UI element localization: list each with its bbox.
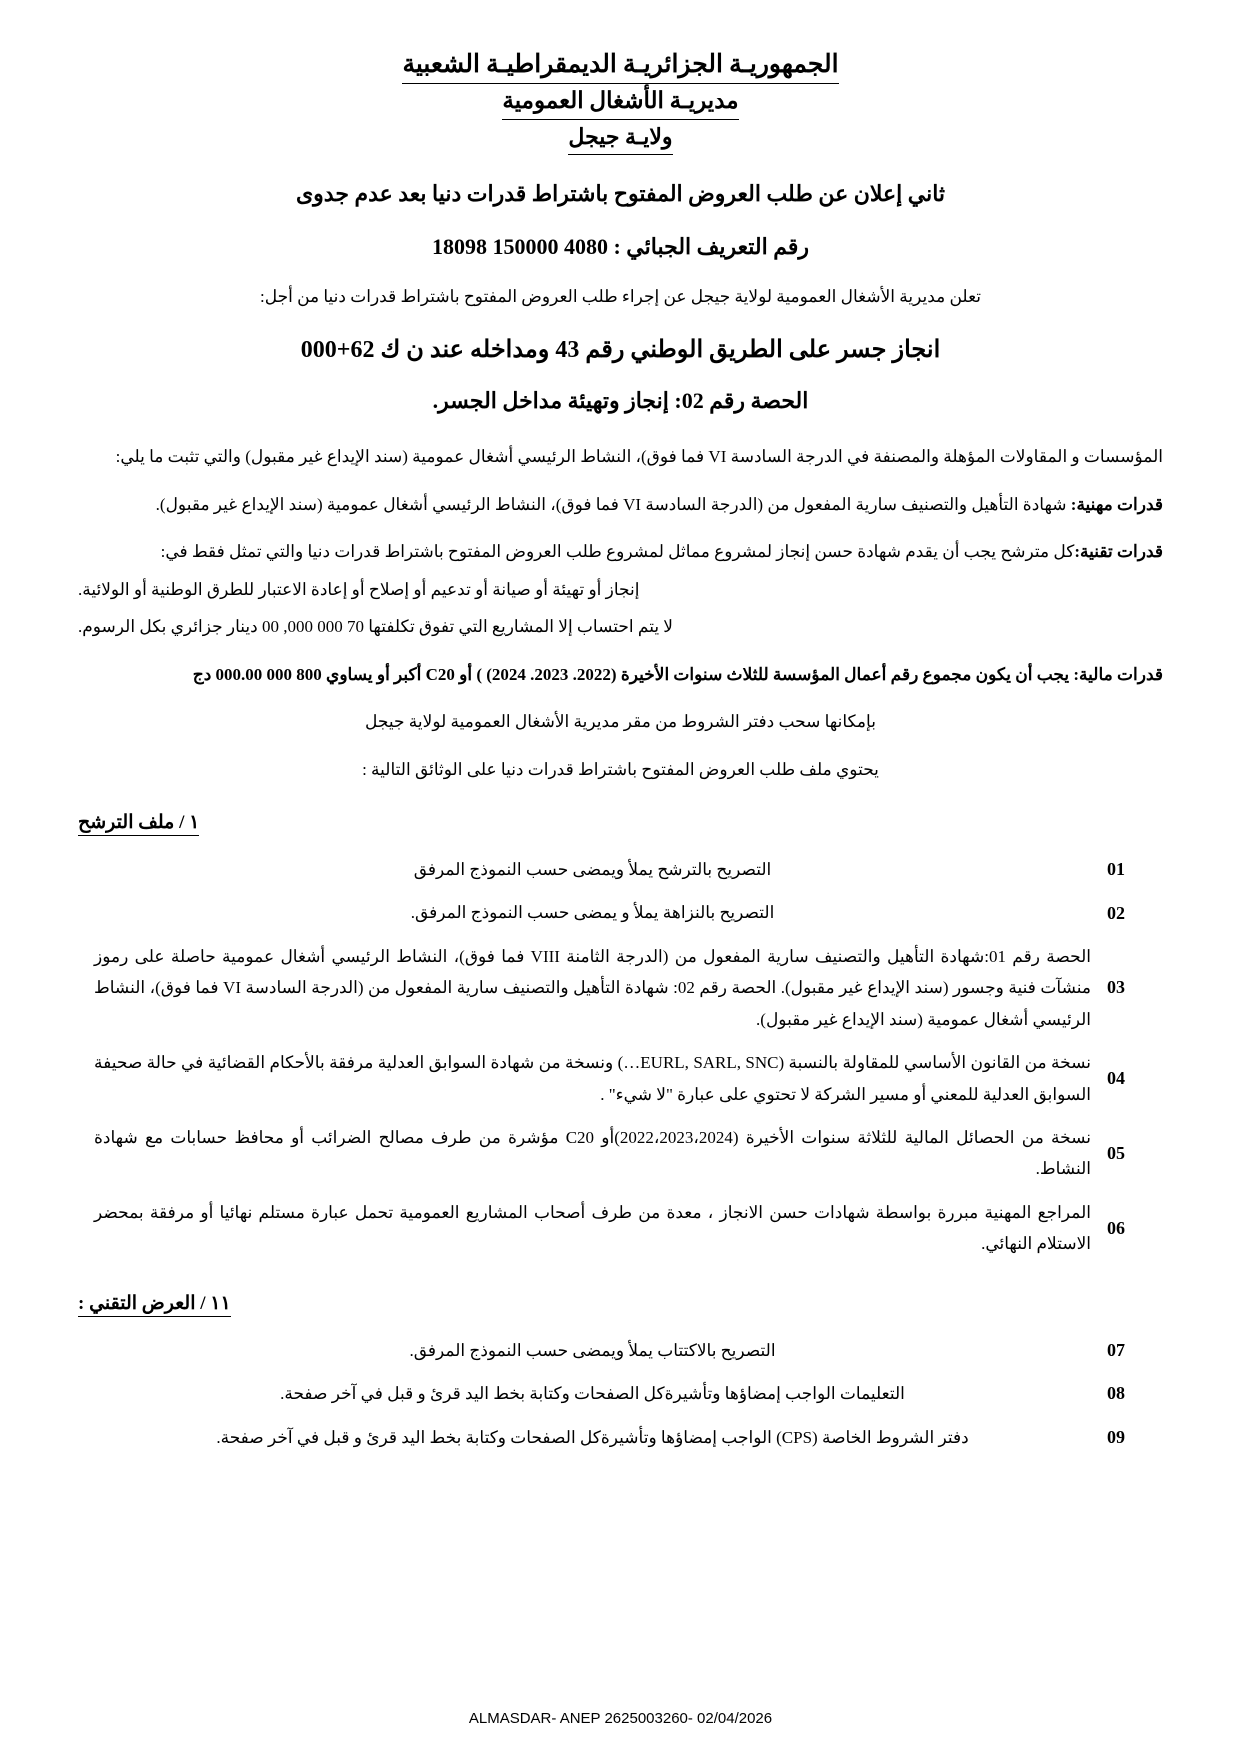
section-title-technical-offer-text: ١١ / العرض التقني : bbox=[78, 1293, 231, 1317]
table-row bbox=[78, 935, 1163, 1041]
table-row bbox=[78, 1416, 1163, 1459]
fiscal-id-label: رقم التعريف الجبائي : bbox=[613, 234, 810, 260]
table-row bbox=[78, 1372, 1163, 1415]
list-item-number: 09 bbox=[1107, 1426, 1125, 1447]
section-title-candidacy-file-text: ١ / ملف الترشح bbox=[78, 812, 199, 836]
professional-capacity-label: قدرات مهنية: bbox=[1070, 494, 1163, 514]
list-item-text: نسخة من الحصائل المالية للثلاثة سنوات الأخيرة (2022،2023،2024)أو C20 مؤشرة من طرف مصالح الضرائب أو محافظ حسابات مع شهادة النشاط. bbox=[94, 1128, 1092, 1179]
list-item-number: 03 bbox=[1107, 977, 1125, 998]
section-title-technical-offer bbox=[78, 1292, 1163, 1315]
financial-capacity-text: يجب أن يكون مجموع رقم أعمال المؤسسة للثلاث سنوات الأخيرة (2022. 2023. 2024) ) أو C20 أكبر أو يساوي 800 000 000.00 دج bbox=[192, 664, 1074, 684]
list-item-number: 05 bbox=[1107, 1142, 1125, 1163]
file-contains-paragraph: يحتوي ملف طلب العروض المفتوح باشتراط قدرات دنيا على الوثائق التالية : bbox=[362, 759, 879, 779]
professional-capacity-text: شهادة التأهيل والتصنيف سارية المفعول من (الدرجة السادسة VI فما فوق)، النشاط الرئيسي أشغال عمومية (سند الإيداع غير مقبول). bbox=[155, 494, 1071, 514]
list-item-number: 01 bbox=[1107, 859, 1125, 880]
list-item-number: 08 bbox=[1107, 1383, 1125, 1404]
technical-capacity-label: قدرات تقنية: bbox=[1074, 542, 1163, 562]
fiscal-id-value: 18098 150000 4080 bbox=[431, 234, 608, 260]
lot-title: الحصة رقم 02: إنجاز وتهيئة مداخل الجسر. bbox=[432, 388, 809, 414]
table-row bbox=[78, 848, 1163, 891]
list-item-text: دفتر الشروط الخاصة (CPS) الواجب إمضاؤها وتأشيرةكل الصفحات وكتابة بخط اليد قرئ و قبل في آخر صفحة. bbox=[216, 1427, 969, 1447]
list-item-text: نسخة من القانون الأساسي للمقاولة بالنسبة (EURL, SARL, SNC…) ونسخة من شهادة السوابق العدلية مرفقة بالأحكام القضائية في حالة صحيفة السوابق العدلية للمعني أو مسير الشركة لا تحتوي على عبارة "لا شيء" . bbox=[94, 1053, 1091, 1104]
project-title: انجاز جسر على الطريق الوطني رقم 43 ومداخله عند ن ك 62+000 bbox=[300, 337, 941, 364]
technical-scope-paragraph: إنجاز أو تهيئة أو صيانة أو تدعيم أو إصلاح أو إعادة الاعتبار للطرق الوطنية أو الولائية. bbox=[78, 579, 640, 599]
table-row bbox=[78, 1041, 1163, 1116]
list-item-text: المراجع المهنية مبررة بواسطة شهادات حسن الانجاز ، معدة من طرف أصحاب المشاريع العمومية تحمل عبارة مستلم نهائيا أو مرفقة بمحضر الاستلام النهائي. bbox=[94, 1202, 1091, 1254]
table-row bbox=[78, 1116, 1163, 1191]
technical-offer-list bbox=[78, 1329, 1163, 1459]
table-row bbox=[78, 1329, 1163, 1372]
fiscal-id-line bbox=[78, 230, 1163, 263]
masthead-wilaya-text: ولايـة جيجل bbox=[568, 120, 672, 155]
list-item-number: 07 bbox=[1107, 1339, 1125, 1360]
masthead-directorate-line bbox=[78, 84, 1163, 121]
financial-capacity-label: قدرات مالية: bbox=[1073, 664, 1163, 684]
list-item-number: 06 bbox=[1107, 1217, 1125, 1238]
financial-capacity-paragraph bbox=[78, 659, 1163, 690]
withdraw-note-paragraph: بإمكانها سحب دفتر الشروط من مقر مديرية الأشغال العمومية لولاية جيجل bbox=[365, 712, 876, 732]
table-row bbox=[78, 1191, 1163, 1266]
list-item-text: التعليمات الواجب إمضاؤها وتأشيرةكل الصفحات وكتابة بخط اليد قرئ و قبل في آخر صفحة. bbox=[280, 1384, 905, 1404]
section-title-candidacy-file bbox=[78, 811, 1163, 834]
announcement-title: ثاني إعلان عن طلب العروض المفتوح باشتراط قدرات دنيا بعد عدم جدوى bbox=[295, 181, 946, 207]
masthead-republic-line bbox=[78, 48, 1163, 84]
masthead-republic-text: الجمهوريـة الجزائريـة الديمقراطيـة الشعبية bbox=[402, 48, 838, 84]
list-item-text: التصريح بالترشح يملأ ويمضى حسب النموذج المرفق bbox=[413, 859, 772, 879]
list-item-number: 04 bbox=[1107, 1068, 1125, 1089]
masthead-wilaya-line bbox=[78, 120, 1163, 155]
document-body bbox=[78, 441, 1163, 785]
technical-capacity-text: كل مترشح يجب أن يقدم شهادة حسن إنجاز لمشروع مماثل لمشروع طلب العروض المفتوح باشتراط قدرات دنيا والتي تمثل فقط في: bbox=[160, 542, 1075, 562]
table-row bbox=[78, 891, 1163, 934]
technical-threshold-paragraph: لا يتم احتساب إلا المشاريع التي تفوق تكلفتها 70 000 000, 00 دينار جزائري بكل الرسوم. bbox=[78, 617, 674, 637]
list-item-text: الحصة رقم 01:شهادة التأهيل والتصنيف سارية المفعول من (الدرجة الثامنة VIII فما فوق)، النشاط الرئيسي أشغال عمومية حاصلة على رموز منشآت فنية وجسور (سند الإيداع غير مقبول). الحصة رقم 02: شهادة التأهيل والتصنيف سارية المفعول من (الدرجة السادسة VI فما فوق)، النشاط الرئيسي أشغال عمومية (سند الإيداع غير مقبول). bbox=[94, 946, 1092, 1029]
page-footer: ALMASDAR- ANEP 2625003260- 02/04/2026 bbox=[468, 1710, 773, 1727]
technical-capacity-paragraph bbox=[78, 536, 1163, 567]
list-item-number: 02 bbox=[1107, 902, 1125, 923]
professional-capacity-paragraph bbox=[78, 489, 1163, 520]
eligibility-paragraph: المؤسسات و المقاولات المؤهلة والمصنفة في الدرجة السادسة VI فما فوق)، النشاط الرئيسي أشغال عمومية (سند الإيداع غير مقبول) والتي تثبت ما يلي: bbox=[115, 447, 1163, 467]
list-item-text: التصريح بالاكتتاب يملأ ويمضى حسب النموذج المرفق. bbox=[409, 1340, 776, 1360]
masthead-directorate-text: مديريـة الأشغال العمومية bbox=[502, 84, 738, 121]
announcement-intro: تعلن مديرية الأشغال العمومية لولاية جيجل عن إجراء طلب العروض المفتوح باشتراط قدرات دنيا من أجل: bbox=[260, 287, 981, 307]
candidacy-file-list bbox=[78, 848, 1163, 1266]
list-item-text: التصريح بالنزاهة يملأ و يمضى حسب النموذج المرفق. bbox=[410, 903, 775, 923]
document-masthead bbox=[78, 48, 1163, 155]
